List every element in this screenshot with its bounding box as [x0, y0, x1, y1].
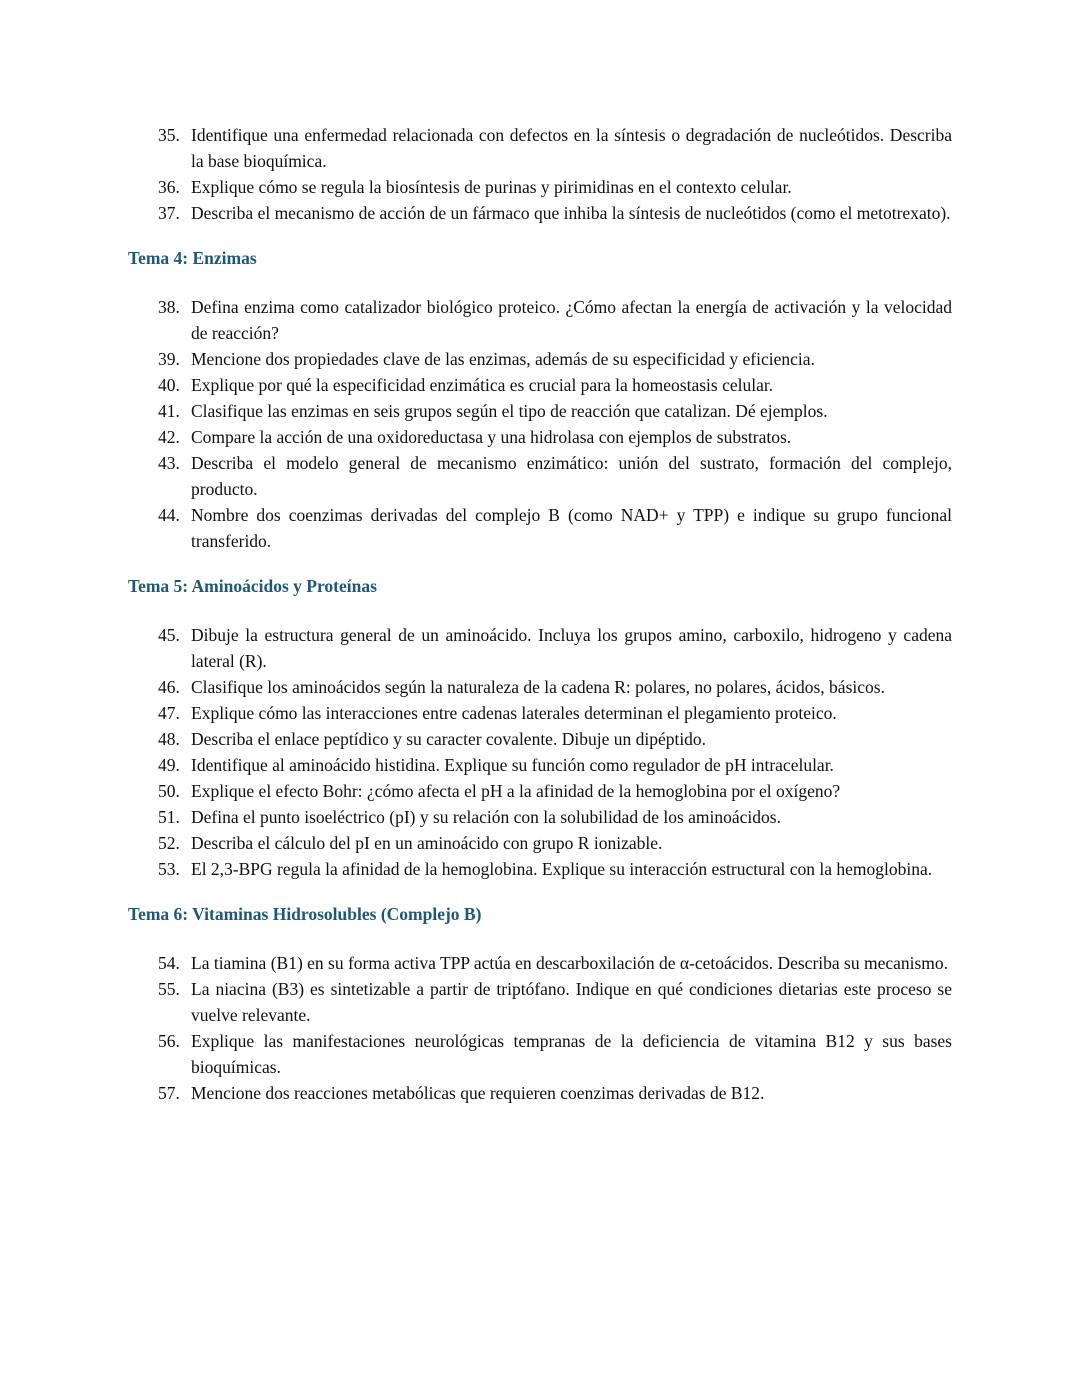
question-text: Defina el punto isoeléctrico (pI) y su relación con la solubilidad de los aminoácidos. — [191, 807, 781, 827]
question-text: Describa el enlace peptídico y su caracter covalente. Dibuje un dipéptido. — [191, 729, 707, 749]
question-item — [128, 174, 952, 200]
question-text: Defina enzima como catalizador biológico proteico. ¿Cómo afectan la energía de activación y la velocidad de reacción? — [191, 297, 952, 343]
question-item — [128, 976, 952, 1028]
section-heading-tema-5: Tema 5: Aminoácidos y Proteínas — [128, 576, 377, 596]
question-text: El 2,3-BPG regula la afinidad de la hemoglobina. Explique su interacción estructural con la hemoglobina. — [191, 859, 933, 879]
question-text: Mencione dos reacciones metabólicas que requieren coenzimas derivadas de B12. — [191, 1083, 765, 1103]
question-number: 38. — [158, 297, 180, 317]
question-item — [128, 700, 952, 726]
question-number: 35. — [158, 125, 180, 145]
section-heading-tema-4: Tema 4: Enzimas — [128, 248, 257, 268]
question-number: 45. — [158, 625, 180, 645]
question-number: 47. — [158, 703, 180, 723]
section-tema-6 — [128, 901, 952, 1106]
question-list — [128, 122, 952, 226]
question-number: 46. — [158, 677, 180, 697]
question-text: Dibuje la estructura general de un aminoácido. Incluya los grupos amino, carboxilo, hidrogeno y cadena lateral (R). — [191, 625, 952, 671]
section-heading-tema-6: Tema 6: Vitaminas Hidrosolubles (Complejo B) — [128, 904, 482, 924]
question-text: Explique cómo las interacciones entre cadenas laterales determinan el plegamiento proteico. — [191, 703, 837, 723]
question-item — [128, 346, 952, 372]
question-text: Clasifique los aminoácidos según la naturaleza de la cadena R: polares, no polares, ácidos, básicos. — [191, 677, 885, 697]
question-list — [128, 294, 952, 554]
question-text: Nombre dos coenzimas derivadas del complejo B (como NAD+ y TPP) e indique su grupo funcional transferido. — [191, 505, 952, 551]
question-number: 52. — [158, 833, 180, 853]
question-list — [128, 950, 952, 1106]
question-number: 43. — [158, 453, 180, 473]
question-number: 55. — [158, 979, 180, 999]
section-nucleotidos — [128, 122, 952, 226]
question-item — [128, 778, 952, 804]
question-item — [128, 200, 952, 226]
question-item — [128, 1028, 952, 1080]
question-item — [128, 424, 952, 450]
question-item — [128, 398, 952, 424]
question-text: Describa el modelo general de mecanismo enzimático: unión del sustrato, formación del complejo, producto. — [191, 453, 952, 499]
question-number: 53. — [158, 859, 180, 879]
question-text: Explique el efecto Bohr: ¿cómo afecta el pH a la afinidad de la hemoglobina por el oxígeno? — [191, 781, 841, 801]
question-list — [128, 622, 952, 882]
question-number: 36. — [158, 177, 180, 197]
question-text: Describa el mecanismo de acción de un fármaco que inhiba la síntesis de nucleótidos (como el metotrexato). — [191, 203, 951, 223]
question-item — [128, 1080, 952, 1106]
question-item — [128, 502, 952, 554]
question-text: Identifique al aminoácido histidina. Explique su función como regulador de pH intracelular. — [191, 755, 834, 775]
question-item — [128, 752, 952, 778]
question-number: 41. — [158, 401, 180, 421]
question-number: 37. — [158, 203, 180, 223]
question-text: Explique las manifestaciones neurológicas tempranas de la deficiencia de vitamina B12 y sus bases bioquímicas. — [191, 1031, 952, 1077]
question-number: 56. — [158, 1031, 180, 1051]
question-text: Describa el cálculo del pI en un aminoácido con grupo R ionizable. — [191, 833, 663, 853]
question-text: Compare la acción de una oxidoreductasa y una hidrolasa con ejemplos de substratos. — [191, 427, 792, 447]
question-text: Identifique una enfermedad relacionada con defectos en la síntesis o degradación de nucleótidos. Describa la base bioquímica. — [191, 125, 952, 171]
question-number: 54. — [158, 953, 180, 973]
question-item — [128, 950, 952, 976]
question-number: 57. — [158, 1083, 180, 1103]
question-item — [128, 372, 952, 398]
question-item — [128, 294, 952, 346]
section-tema-4 — [128, 245, 952, 554]
question-item — [128, 804, 952, 830]
question-number: 49. — [158, 755, 180, 775]
question-item — [128, 122, 952, 174]
question-item — [128, 830, 952, 856]
question-text: Mencione dos propiedades clave de las enzimas, además de su especificidad y eficiencia. — [191, 349, 815, 369]
question-item — [128, 622, 952, 674]
question-item — [128, 726, 952, 752]
question-text: Clasifique las enzimas en seis grupos según el tipo de reacción que catalizan. Dé ejemplos. — [191, 401, 828, 421]
question-number: 44. — [158, 505, 180, 525]
question-number: 50. — [158, 781, 180, 801]
question-text: La niacina (B3) es sintetizable a partir de triptófano. Indique en qué condiciones dietarias este proceso se vuelve relevante. — [191, 979, 952, 1025]
question-number: 40. — [158, 375, 180, 395]
question-item — [128, 856, 952, 882]
question-text: La tiamina (B1) en su forma activa TPP actúa en descarboxilación de α-cetoácidos. Describa su mecanismo. — [191, 953, 949, 973]
question-number: 48. — [158, 729, 180, 749]
question-text: Explique cómo se regula la biosíntesis de purinas y pirimidinas en el contexto celular. — [191, 177, 792, 197]
question-number: 51. — [158, 807, 180, 827]
question-number: 39. — [158, 349, 180, 369]
section-tema-5 — [128, 573, 952, 882]
question-item — [128, 674, 952, 700]
question-number: 42. — [158, 427, 180, 447]
question-item — [128, 450, 952, 502]
question-text: Explique por qué la especificidad enzimática es crucial para la homeostasis celular. — [191, 375, 774, 395]
